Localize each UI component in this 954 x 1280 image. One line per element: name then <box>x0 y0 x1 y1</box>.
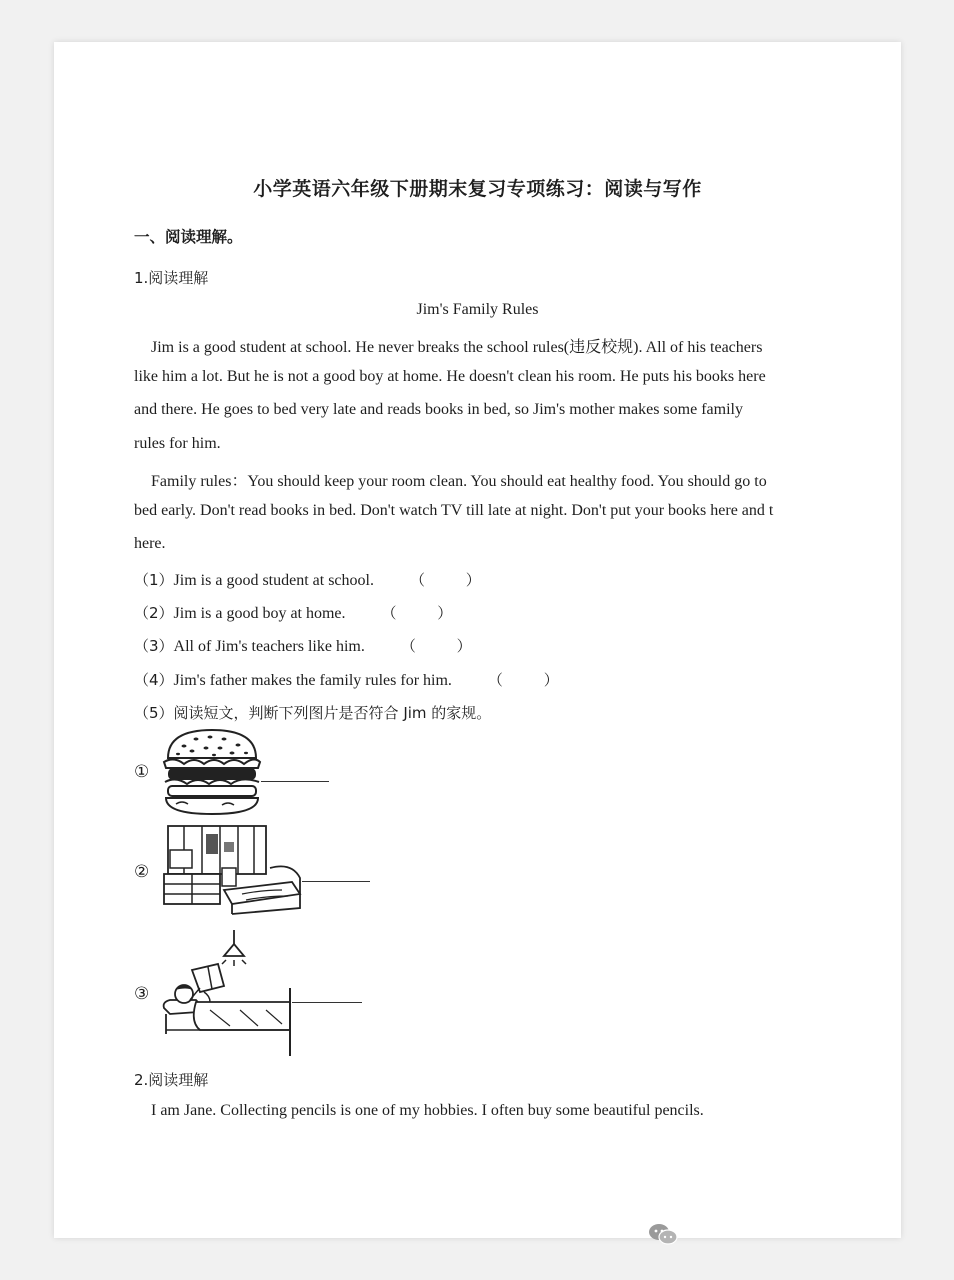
statement-row <box>134 569 499 590</box>
statement-text: All of Jim's teachers like him. <box>173 638 365 655</box>
answer-blank[interactable]: （ ） <box>487 671 577 689</box>
passage-line: Jim is a good student at school. He never breaks the school rules(违反校规). All of his teachers <box>151 339 763 356</box>
watermark <box>648 1222 678 1246</box>
chat-icon <box>648 1222 678 1246</box>
picture-marker-3: ③ <box>134 984 150 1004</box>
passage-line: like him a lot. But he is not a good boy at home. He doesn't clean his room. He puts his books here <box>134 368 766 385</box>
statement-row <box>134 635 490 656</box>
statement-number: （4） <box>134 671 174 689</box>
document-page <box>54 42 901 1238</box>
statement-text: 阅读短文，判断下列图片是否符合 Jim 的家规。 <box>173 704 492 722</box>
statement-row <box>134 669 577 690</box>
question-1-label: 1.阅读理解 <box>134 269 209 287</box>
statement-row <box>134 702 491 723</box>
passage-title: Jim's Family Rules <box>416 301 539 318</box>
page-title: 小学英语六年级下册期末复习专项练习：阅读与写作 <box>253 178 702 200</box>
statement-number: （2） <box>134 604 174 622</box>
section-heading: 一、阅读理解。 <box>134 228 243 246</box>
statement-text: Jim is a good student at school. <box>173 572 374 589</box>
statement-text: Jim is a good boy at home. <box>173 605 346 622</box>
passage-line: bed early. Don't read books in bed. Don't watch TV till late at night. Don't put your books here and t <box>134 502 774 519</box>
reading-in-bed-icon <box>160 930 296 1058</box>
statement-number: （1） <box>134 571 174 589</box>
answer-blank[interactable]: （ ） <box>381 604 471 622</box>
answer-line-3[interactable] <box>292 1002 362 1003</box>
picture-marker-1: ① <box>134 762 150 782</box>
statement-number: （3） <box>134 637 174 655</box>
hamburger-icon <box>162 728 262 818</box>
answer-line-1[interactable] <box>261 781 329 782</box>
passage-line: rules for him. <box>134 435 221 452</box>
passage-line: I am Jane. Collecting pencils is one of my hobbies. I often buy some beautiful pencils. <box>151 1102 704 1119</box>
statement-text: Jim's father makes the family rules for him. <box>173 672 452 689</box>
statement-number: （5） <box>134 704 174 722</box>
answer-blank[interactable]: （ ） <box>400 637 490 655</box>
passage-line: Family rules：You should keep your room clean. You should eat healthy food. You should go to <box>151 473 767 490</box>
passage-line: and there. He goes to bed very late and reads books in bed, so Jim's mother makes some family <box>134 401 743 418</box>
picture-marker-2: ② <box>134 862 150 882</box>
answer-blank[interactable]: （ ） <box>409 571 499 589</box>
bedroom-icon <box>162 824 304 916</box>
passage-line: here. <box>134 535 166 552</box>
answer-line-2[interactable] <box>302 881 370 882</box>
statement-row <box>134 602 470 623</box>
question-2-label: 2.阅读理解 <box>134 1071 209 1089</box>
